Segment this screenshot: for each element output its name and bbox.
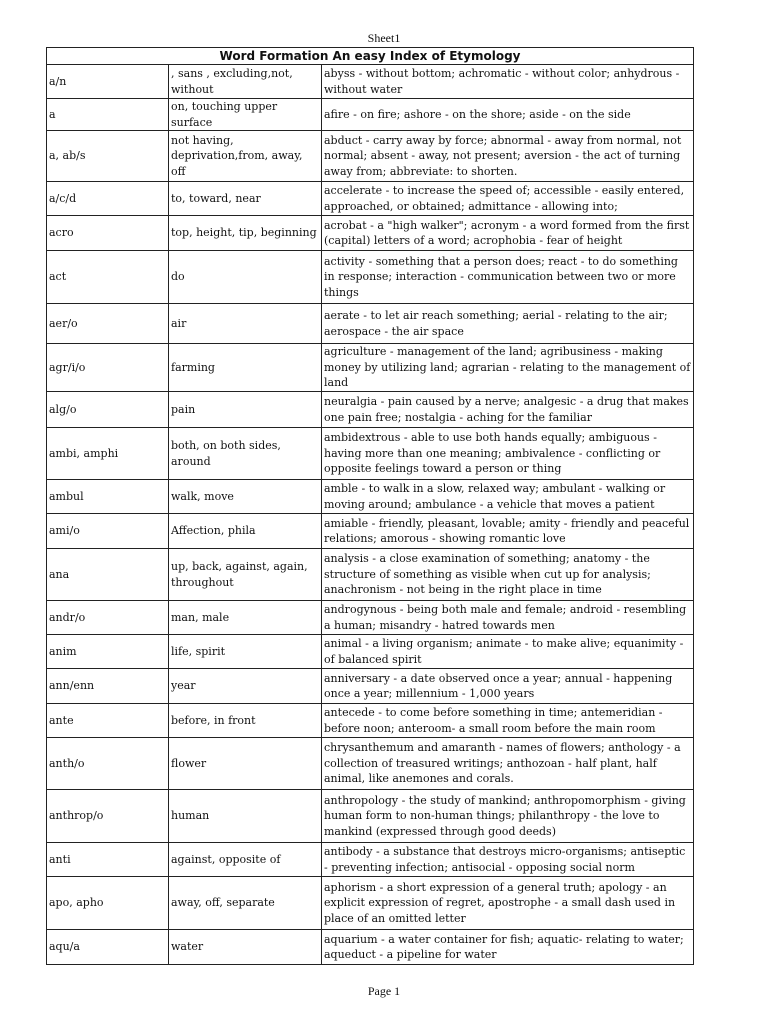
root-cell: andr/o	[47, 601, 169, 635]
table-row	[47, 182, 694, 216]
table-title: Word Formation An easy Index of Etymology	[47, 48, 694, 65]
meaning-cell: human	[169, 790, 322, 843]
meaning-cell: year	[169, 669, 322, 704]
root-cell: ambi, amphi	[47, 428, 169, 480]
examples-cell: aphorism - a short expression of a general truth; apology - an explicit expression of regret, apostrophe - a small dash used in place of an omitted letter	[322, 877, 694, 930]
table-row	[47, 635, 694, 669]
examples-cell: chrysanthemum and amaranth - names of flowers; anthology - a collection of treasured writings; anthozoan - half plant, half animal, like anemones and corals.	[322, 738, 694, 790]
table-row	[47, 514, 694, 549]
table-row	[47, 216, 694, 251]
meaning-cell: flower	[169, 738, 322, 790]
examples-cell: agriculture - management of the land; agribusiness - making money by utilizing land; agrarian - relating to the management of land	[322, 344, 694, 392]
page-footer: Page 1	[367, 984, 401, 998]
root-cell: a, ab/s	[47, 131, 169, 182]
examples-cell: antecede - to come before something in time; antemeridian - before noon; anteroom- a small room before the main room	[322, 704, 694, 738]
root-cell: anth/o	[47, 738, 169, 790]
table-row	[47, 790, 694, 843]
examples-cell: neuralgia - pain caused by a nerve; analgesic - a drug that makes one pain free; nostalgia - aching for the familiar	[322, 392, 694, 428]
table-row	[47, 738, 694, 790]
meaning-cell: not having, deprivation,from, away, off	[169, 131, 322, 182]
meaning-cell: water	[169, 930, 322, 965]
root-cell: acro	[47, 216, 169, 251]
meaning-cell: air	[169, 304, 322, 344]
table-row	[47, 877, 694, 930]
table-row	[47, 601, 694, 635]
table-row	[47, 480, 694, 514]
examples-cell: analysis - a close examination of something; anatomy - the structure of something as visible when cut up for analysis; anachronism - not being in the right place in time	[322, 549, 694, 601]
table-row	[47, 65, 694, 99]
root-cell: aer/o	[47, 304, 169, 344]
table-row	[47, 428, 694, 480]
examples-cell: abduct - carry away by force; abnormal - away from normal, not normal; absent - away, not present; aversion - the act of turning away from; abbreviate: to shorten.	[322, 131, 694, 182]
sheet-name: Sheet1	[367, 31, 401, 45]
root-cell: ambul	[47, 480, 169, 514]
table-row	[47, 669, 694, 704]
examples-cell: accelerate - to increase the speed of; accessible - easily entered, approached, or obtained; admittance - allowing into;	[322, 182, 694, 216]
meaning-cell: before, in front	[169, 704, 322, 738]
table-body	[47, 65, 694, 965]
examples-cell: afire - on fire; ashore - on the shore; aside - on the side	[322, 99, 694, 131]
meaning-cell: walk, move	[169, 480, 322, 514]
examples-cell: aquarium - a water container for fish; aquatic- relating to water; aqueduct - a pipeline for water	[322, 930, 694, 965]
root-cell: ante	[47, 704, 169, 738]
examples-cell: anthropology - the study of mankind; anthropomorphism - giving human form to non-human things; philanthropy - the love to mankind (expressed through good deeds)	[322, 790, 694, 843]
meaning-cell: away, off, separate	[169, 877, 322, 930]
meaning-cell: both, on both sides, around	[169, 428, 322, 480]
meaning-cell: to, toward, near	[169, 182, 322, 216]
table-row	[47, 304, 694, 344]
root-cell: agr/i/o	[47, 344, 169, 392]
root-cell: alg/o	[47, 392, 169, 428]
meaning-cell: man, male	[169, 601, 322, 635]
meaning-cell: on, touching upper surface	[169, 99, 322, 131]
root-cell: anti	[47, 843, 169, 877]
examples-cell: animal - a living organism; animate - to make alive; equanimity - of balanced spirit	[322, 635, 694, 669]
root-cell: a/n	[47, 65, 169, 99]
table-row	[47, 131, 694, 182]
root-cell: anim	[47, 635, 169, 669]
meaning-cell: pain	[169, 392, 322, 428]
table-row	[47, 99, 694, 131]
etymology-table	[46, 47, 694, 965]
meaning-cell: , sans , excluding,not, without	[169, 65, 322, 99]
meaning-cell: top, height, tip, beginning	[169, 216, 322, 251]
examples-cell: activity - something that a person does; react - to do something in response; interaction - communication between two or more things	[322, 251, 694, 304]
examples-cell: aerate - to let air reach something; aerial - relating to the air; aerospace - the air space	[322, 304, 694, 344]
examples-cell: amiable - friendly, pleasant, lovable; amity - friendly and peaceful relations; amorous - showing romantic love	[322, 514, 694, 549]
meaning-cell: farming	[169, 344, 322, 392]
examples-cell: anniversary - a date observed once a year; annual - happening once a year; millennium - 1,000 years	[322, 669, 694, 704]
root-cell: act	[47, 251, 169, 304]
root-cell: a/c/d	[47, 182, 169, 216]
examples-cell: abyss - without bottom; achromatic - without color; anhydrous - without water	[322, 65, 694, 99]
table-row	[47, 392, 694, 428]
root-cell: ami/o	[47, 514, 169, 549]
table-row	[47, 549, 694, 601]
root-cell: ana	[47, 549, 169, 601]
table-row	[47, 930, 694, 965]
meaning-cell: life, spirit	[169, 635, 322, 669]
examples-cell: androgynous - being both male and female; android - resembling a human; misandry - hatred towards men	[322, 601, 694, 635]
examples-cell: acrobat - a "high walker"; acronym - a word formed from the first (capital) letters of a word; acrophobia - fear of height	[322, 216, 694, 251]
root-cell: a	[47, 99, 169, 131]
meaning-cell: Affection, phila	[169, 514, 322, 549]
meaning-cell: up, back, against, again, throughout	[169, 549, 322, 601]
root-cell: aqu/a	[47, 930, 169, 965]
root-cell: ann/enn	[47, 669, 169, 704]
table-row	[47, 843, 694, 877]
table-row	[47, 251, 694, 304]
root-cell: apo, apho	[47, 877, 169, 930]
meaning-cell: do	[169, 251, 322, 304]
examples-cell: ambidextrous - able to use both hands equally; ambiguous - having more than one meaning; ambivalence - conflicting or opposite feelings toward a person or thing	[322, 428, 694, 480]
examples-cell: amble - to walk in a slow, relaxed way; ambulant - walking or moving around; ambulance - a vehicle that moves a patient	[322, 480, 694, 514]
examples-cell: antibody - a substance that destroys micro-organisms; antiseptic - preventing infection; antisocial - opposing social norm	[322, 843, 694, 877]
table-row	[47, 344, 694, 392]
root-cell: anthrop/o	[47, 790, 169, 843]
meaning-cell: against, opposite of	[169, 843, 322, 877]
table-row	[47, 704, 694, 738]
